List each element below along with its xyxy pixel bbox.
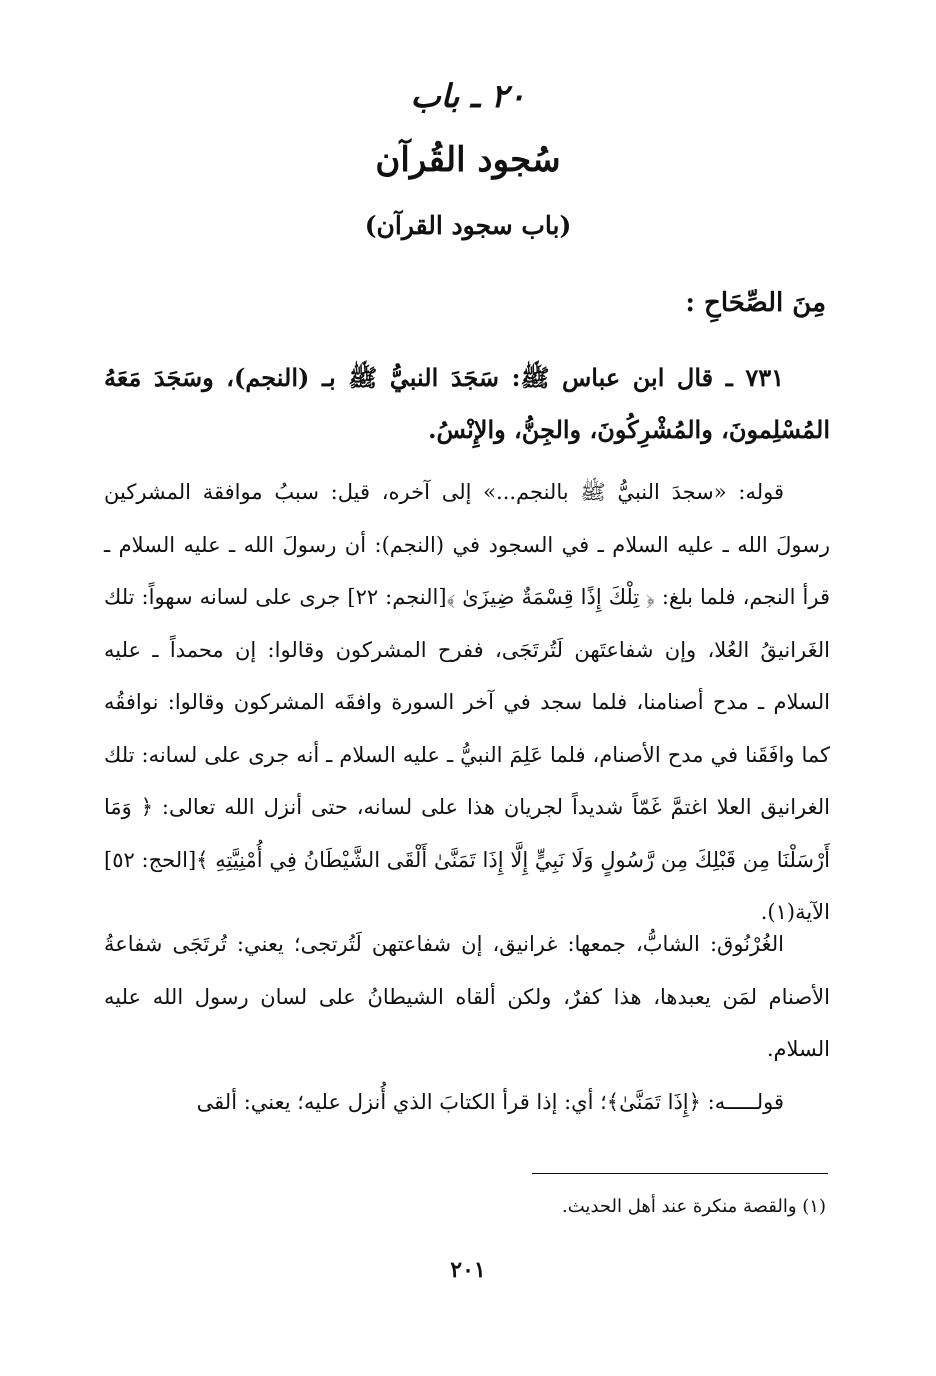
commentary-block (104, 466, 830, 939)
commentary-text: قوله: «سجدَ النبيُّ ﷺ بالنجم...» إلى آخره، قيل: سببُ موافقة المشركين رسولَ الله ـ عليه السلام ـ في السجود في (النجم): أن رسولَ الله ـ عليه السلام ـ قرأ النجم، فلما بلغ: ﴿ تِلْكَ إِذًا قِسْمَةٌ ضِيزَىٰ ﴾[النجم: ٢٢] جرى على لسانه سهواً: تلك الغَرانيقُ العُلا، وإن شفاعتَهن لَتُرتَجَى، ففرح المشركون وقالوا: إن محمداً ـ عليه السلام ـ مدح أصنامنا، فلما سجد في آخر السورة وافقَه المشركون وقالوا: نوافقُه كما وافَقَنا في مدح الأصنام، فلما عَلِمَ النبيُّ ـ عليه السلام ـ أنه جرى على لسانه: تلك الغرانيق العلا اغتمَّ غَمّاً شديداً لجريان هذا على لسانه، حتى أنزل الله تعالى: ﴿ وَمَا أَرْسَلْنَا مِن قَبْلِكَ مِن رَّسُولٍ وَلَا نَبِيٍّ إِلَّا إِذَا تَمَنَّىٰ أَلْقَى الشَّيْطَانُ فِي أُمْنِيَّتِهِ ﴾[الحج: ٥٢] الآية(١). (104, 480, 830, 924)
page-number: ٢٠١ (450, 1257, 486, 1283)
continuation-block (104, 1076, 830, 1129)
chapter-title: سُجود القُرآن (375, 140, 561, 180)
footnote: (١) والقصة منكرة عند أهل الحديث. (562, 1196, 826, 1217)
footnote-divider (532, 1173, 828, 1174)
definition-text: الغُرْنُوق: الشابُّ، جمعها: غرانيق، إن شفاعتهن لَتُرتجى؛ يعني: تُرتَجَى شفاعةُ الأصنام لمَن يعبدها، هذا كفرٌ، ولكن ألقاه الشيطانُ على لسان رسول الله عليه السلام. (104, 932, 830, 1061)
section-label: مِنَ الصِّحَاحِ : (685, 288, 826, 318)
chapter-subtitle: (باب سجود القرآن) (364, 211, 572, 240)
hadith-text: ٧٣١ ـ قال ابن عباس ﷺ: سَجَدَ النبيُّ ﷺ بـ (النجم)، وسَجَدَ مَعَهُ المُسْلِمونَ، والمُشْرِكُونَ، والجِنُّ، والإِنْسُ. (104, 363, 830, 444)
chapter-number: ٢٠ ـ باب (410, 77, 526, 115)
continuation-text: قولـــــه: ﴿إِذَا تَمَنَّىٰ﴾؛ أي: إذا قرأ الكتابَ الذي أُنزل عليه؛ يعني: ألقى (196, 1090, 784, 1114)
hadith-block (104, 352, 830, 456)
definition-block (104, 918, 830, 1076)
